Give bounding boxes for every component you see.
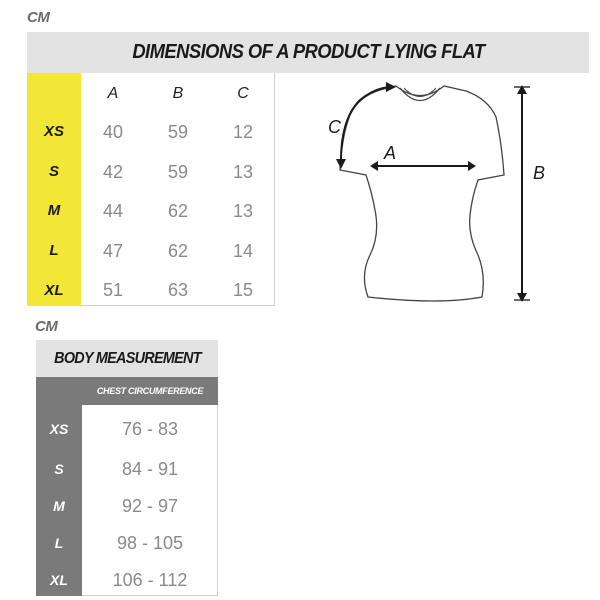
size-label-xs: XS xyxy=(43,123,64,140)
column-header-a: A xyxy=(107,85,119,102)
arrow-b-head-top xyxy=(517,85,527,94)
table-cell: 51 xyxy=(102,280,124,300)
size-label-xl: XL xyxy=(44,282,64,299)
body-table-cell: 76 - 83 xyxy=(121,419,179,439)
table-cell: 59 xyxy=(167,162,189,182)
table-cell: 12 xyxy=(232,122,254,142)
table-cell: 14 xyxy=(232,241,254,261)
unit-label-bottom: CM xyxy=(35,318,58,335)
size-label-m: M xyxy=(47,202,61,219)
arrow-a-head-left xyxy=(370,161,378,171)
size-column xyxy=(27,73,81,306)
size-label-s: S xyxy=(48,163,59,180)
body-table-title: BODY MEASUREMENT xyxy=(53,349,201,367)
table-cell: 13 xyxy=(232,201,254,221)
column-header-b: B xyxy=(172,85,184,102)
size-label-l: L xyxy=(49,242,59,259)
tshirt-outline xyxy=(340,86,504,301)
table-cell: 13 xyxy=(232,162,254,182)
table-cell: 59 xyxy=(167,122,189,142)
table-cell: 42 xyxy=(102,162,124,182)
tshirt-diagram xyxy=(320,75,560,315)
table-cell: 63 xyxy=(167,280,189,300)
body-size-label-m: M xyxy=(53,498,65,514)
body-size-label-l: L xyxy=(54,535,64,551)
product-table-title-bar xyxy=(27,32,589,73)
arrow-c-head-top xyxy=(386,82,396,92)
body-size-label-xl: XL xyxy=(50,572,68,588)
table-cell: 44 xyxy=(102,201,124,221)
table-cell: 62 xyxy=(167,241,189,261)
body-table-cell: 106 - 112 xyxy=(112,570,188,590)
table-cell: 47 xyxy=(102,241,124,261)
label-b: B xyxy=(533,163,546,183)
body-size-label-xs: XS xyxy=(49,421,69,437)
column-header-c: C xyxy=(237,85,249,102)
table-cell: 62 xyxy=(167,201,189,221)
chest-column-header: CHEST CIRCUMFERENCE xyxy=(96,386,204,396)
table-cell: 15 xyxy=(232,280,254,300)
body-size-column xyxy=(36,377,82,596)
label-a: A xyxy=(384,143,397,163)
product-table-title: DIMENSIONS OF A PRODUCT LYING FLAT xyxy=(131,41,485,63)
body-size-label-s: S xyxy=(54,461,64,477)
label-c: C xyxy=(328,117,341,137)
arrow-a-head-right xyxy=(468,161,476,171)
chest-column-header-bar xyxy=(82,377,218,405)
unit-label-top: CM xyxy=(27,9,50,26)
product-table-grid xyxy=(81,73,275,306)
table-cell: 40 xyxy=(102,122,124,142)
arrow-c-head-bottom xyxy=(336,159,346,169)
body-table-title-bar xyxy=(36,340,218,377)
body-table-cell: 84 - 91 xyxy=(121,459,179,479)
body-table-cell: 98 - 105 xyxy=(116,533,184,553)
body-table-cell: 92 - 97 xyxy=(121,496,179,516)
